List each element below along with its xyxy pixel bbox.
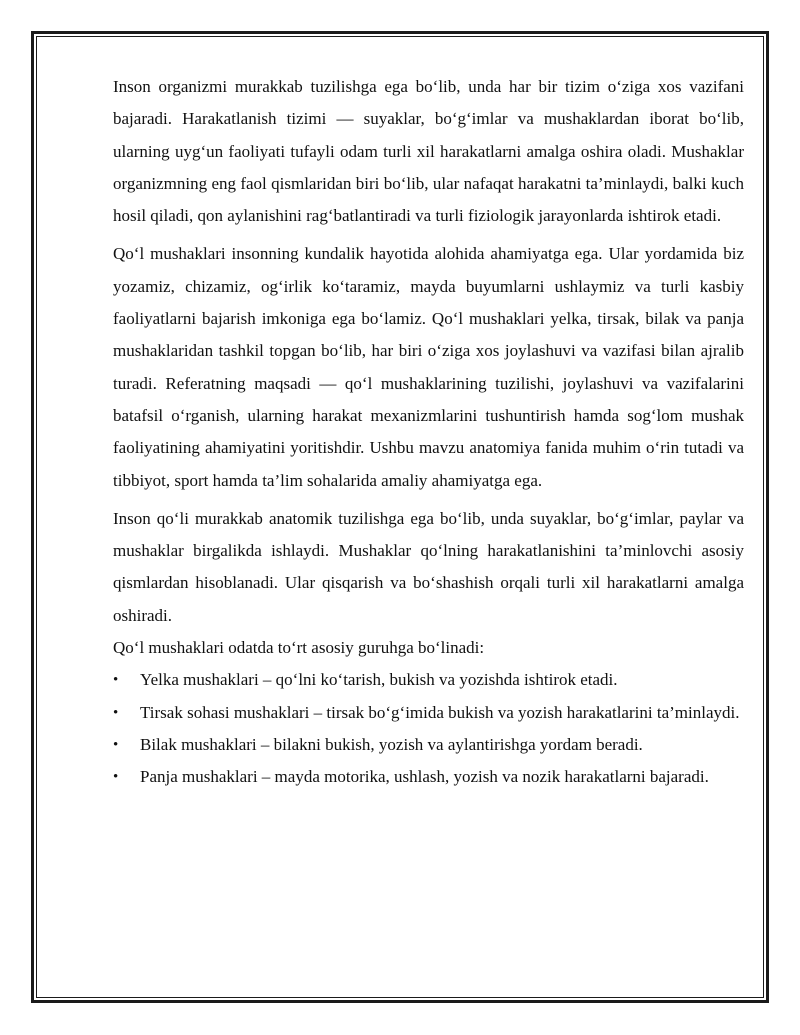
paragraph-2: Qo‘l mushaklari insonning kundalik hayotida alohida ahamiyatga ega. Ular yordamida biz yozamiz, chizamiz, og‘irlik ko‘taramiz, mayda buyumlarni ushlaymiz va turli kasbiy faoliyatlarni bajarish imkoniga ega bo‘lamiz. Qo‘l mushaklari yelka, tirsak, bilak va panja mushaklaridan tashkil topgan bo‘lib, har biri o‘ziga xos joylashuvi va vazifasi bilan ajralib turadi. Referatning maqsadi — qo‘l mushaklarining tuzilishi, joylashuvi va vazifalarini batafsil o‘rganish, ularning harakat mexanizmlarini tushuntirish hamda sog‘lom mushak faoliyatining ahamiyatini yoritishdir. Ushbu mavzu anatomiya fanida muhim o‘rin tutadi va tibbiyot, sport hamda ta’lim sohalarida amaliy ahamiyatga ega.	[113, 244, 744, 490]
list-item	[113, 697, 744, 729]
list-item	[113, 664, 744, 696]
list-item-text: Panja mushaklari – mayda motorika, ushlash, yozish va nozik harakatlarni bajaradi.	[140, 767, 709, 787]
bullet-icon: •	[113, 736, 119, 753]
list-intro: Qo‘l mushaklari odatda to‘rt asosiy guruhga bo‘linadi:	[113, 638, 485, 658]
list-item-text: Tirsak sohasi mushaklari – tirsak bo‘g‘imida bukish va yozish harakatlarini ta’minlaydi.	[140, 702, 740, 722]
bullet-icon: •	[113, 704, 119, 721]
list-item-text: Bilak mushaklari – bilakni bukish, yozish va aylantirishga yordam beradi.	[140, 734, 643, 754]
muscle-groups-list	[113, 664, 744, 793]
list-item-text: Yelka mushaklari – qo‘lni ko‘tarish, bukish va yozishda ishtirok etadi.	[140, 670, 618, 690]
paragraph-1: Inson organizmi murakkab tuzilishga ega bo‘lib, unda har bir tizim o‘ziga xos vazifani bajaradi. Harakatlanish tizimi — suyaklar, bo‘g‘imlar va mushaklardan iborat bo‘lib, ularning uyg‘un faoliyati tufayli odam turli xil harakatlarni amalga oshira oladi. Mushaklar organizmning eng faol qismlaridan biri bo‘lib, ular nafaqat harakatni ta’minlaydi, balki kuch hosil qiladi, qon aylanishini rag‘batlantiradi va turli fiziologik jarayonlarda ishtirok etadi.	[113, 77, 744, 226]
bullet-icon: •	[113, 769, 119, 786]
document-body	[113, 71, 744, 794]
paragraph-3: Inson qo‘li murakkab anatomik tuzilishga ega bo‘lib, unda suyaklar, bo‘g‘imlar, paylar va mushaklar birgalikda ishlaydi. Mushaklar qo‘lning harakatlanishini ta’minlovchi asosiy qismlardan hisoblanadi. Ular qisqarish va bo‘shashish orqali turli xil harakatlarni amalga oshiradi.	[113, 508, 744, 625]
list-item	[113, 729, 744, 761]
list-item	[113, 761, 744, 793]
bullet-icon: •	[113, 672, 119, 689]
